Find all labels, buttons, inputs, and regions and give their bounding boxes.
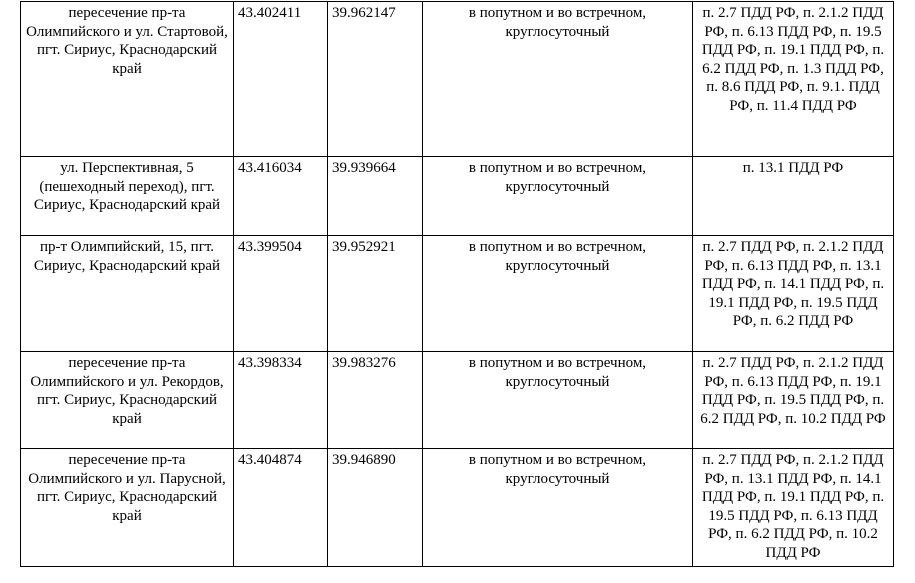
table-row xyxy=(21,449,894,567)
longitude-cell: 39.962147 xyxy=(328,2,423,157)
mode-cell: в попутном и во встречном, круглосуточный xyxy=(423,2,693,157)
camera-locations-table xyxy=(20,1,894,567)
longitude-cell: 39.946890 xyxy=(328,449,423,567)
longitude-cell: 39.939664 xyxy=(328,157,423,236)
latitude-cell: 43.416034 xyxy=(234,157,328,236)
latitude-cell: 43.404874 xyxy=(234,449,328,567)
address-cell: пересечение пр-та Олимпийского и ул. Рекордов, пгт. Сириус, Краснодарский край xyxy=(21,352,234,449)
address-cell: пр-т Олимпийский, 15, пгт. Сириус, Краснодарский край xyxy=(21,236,234,352)
latitude-cell: 43.402411 xyxy=(234,2,328,157)
rules-cell: п. 13.1 ПДД РФ xyxy=(693,157,894,236)
rules-cell: п. 2.7 ПДД РФ, п. 2.1.2 ПДД РФ, п. 13.1 ПДД РФ, п. 14.1 ПДД РФ, п. 19.1 ПДД РФ, п. 19.5 ПДД РФ, п. 6.13 ПДД РФ, п. 6.2 ПДД РФ, п. 10.2 ПДД РФ xyxy=(693,449,894,567)
table-row xyxy=(21,157,894,236)
table-row xyxy=(21,2,894,157)
longitude-cell: 39.952921 xyxy=(328,236,423,352)
table-row xyxy=(21,236,894,352)
latitude-cell: 43.398334 xyxy=(234,352,328,449)
latitude-cell: 43.399504 xyxy=(234,236,328,352)
address-cell: ул. Перспективная, 5 (пешеходный переход), пгт. Сириус, Краснодарский край xyxy=(21,157,234,236)
longitude-cell: 39.983276 xyxy=(328,352,423,449)
table-row xyxy=(21,352,894,449)
mode-cell: в попутном и во встречном, круглосуточный xyxy=(423,157,693,236)
mode-cell: в попутном и во встречном, круглосуточный xyxy=(423,236,693,352)
rules-cell: п. 2.7 ПДД РФ, п. 2.1.2 ПДД РФ, п. 6.13 ПДД РФ, п. 19.1 ПДД РФ, п. 19.5 ПДД РФ, п. 6.2 ПДД РФ, п. 10.2 ПДД РФ xyxy=(693,352,894,449)
mode-cell: в попутном и во встречном, круглосуточный xyxy=(423,449,693,567)
rules-cell: п. 2.7 ПДД РФ, п. 2.1.2 ПДД РФ, п. 6.13 ПДД РФ, п. 19.5 ПДД РФ, п. 19.1 ПДД РФ, п. 6.2 ПДД РФ, п. 1.3 ПДД РФ, п. 8.6 ПДД РФ, п. 9.1. ПДД РФ, п. 11.4 ПДД РФ xyxy=(693,2,894,157)
address-cell: пересечение пр-та Олимпийского и ул. Парусной, пгт. Сириус, Краснодарский край xyxy=(21,449,234,567)
mode-cell: в попутном и во встречном, круглосуточный xyxy=(423,352,693,449)
rules-cell: п. 2.7 ПДД РФ, п. 2.1.2 ПДД РФ, п. 6.13 ПДД РФ, п. 13.1 ПДД РФ, п. 14.1 ПДД РФ, п. 19.1 ПДД РФ, п. 19.5 ПДД РФ, п. 6.2 ПДД РФ xyxy=(693,236,894,352)
address-cell: пересечение пр-та Олимпийского и ул. Стартовой, пгт. Сириус, Краснодарский край xyxy=(21,2,234,157)
